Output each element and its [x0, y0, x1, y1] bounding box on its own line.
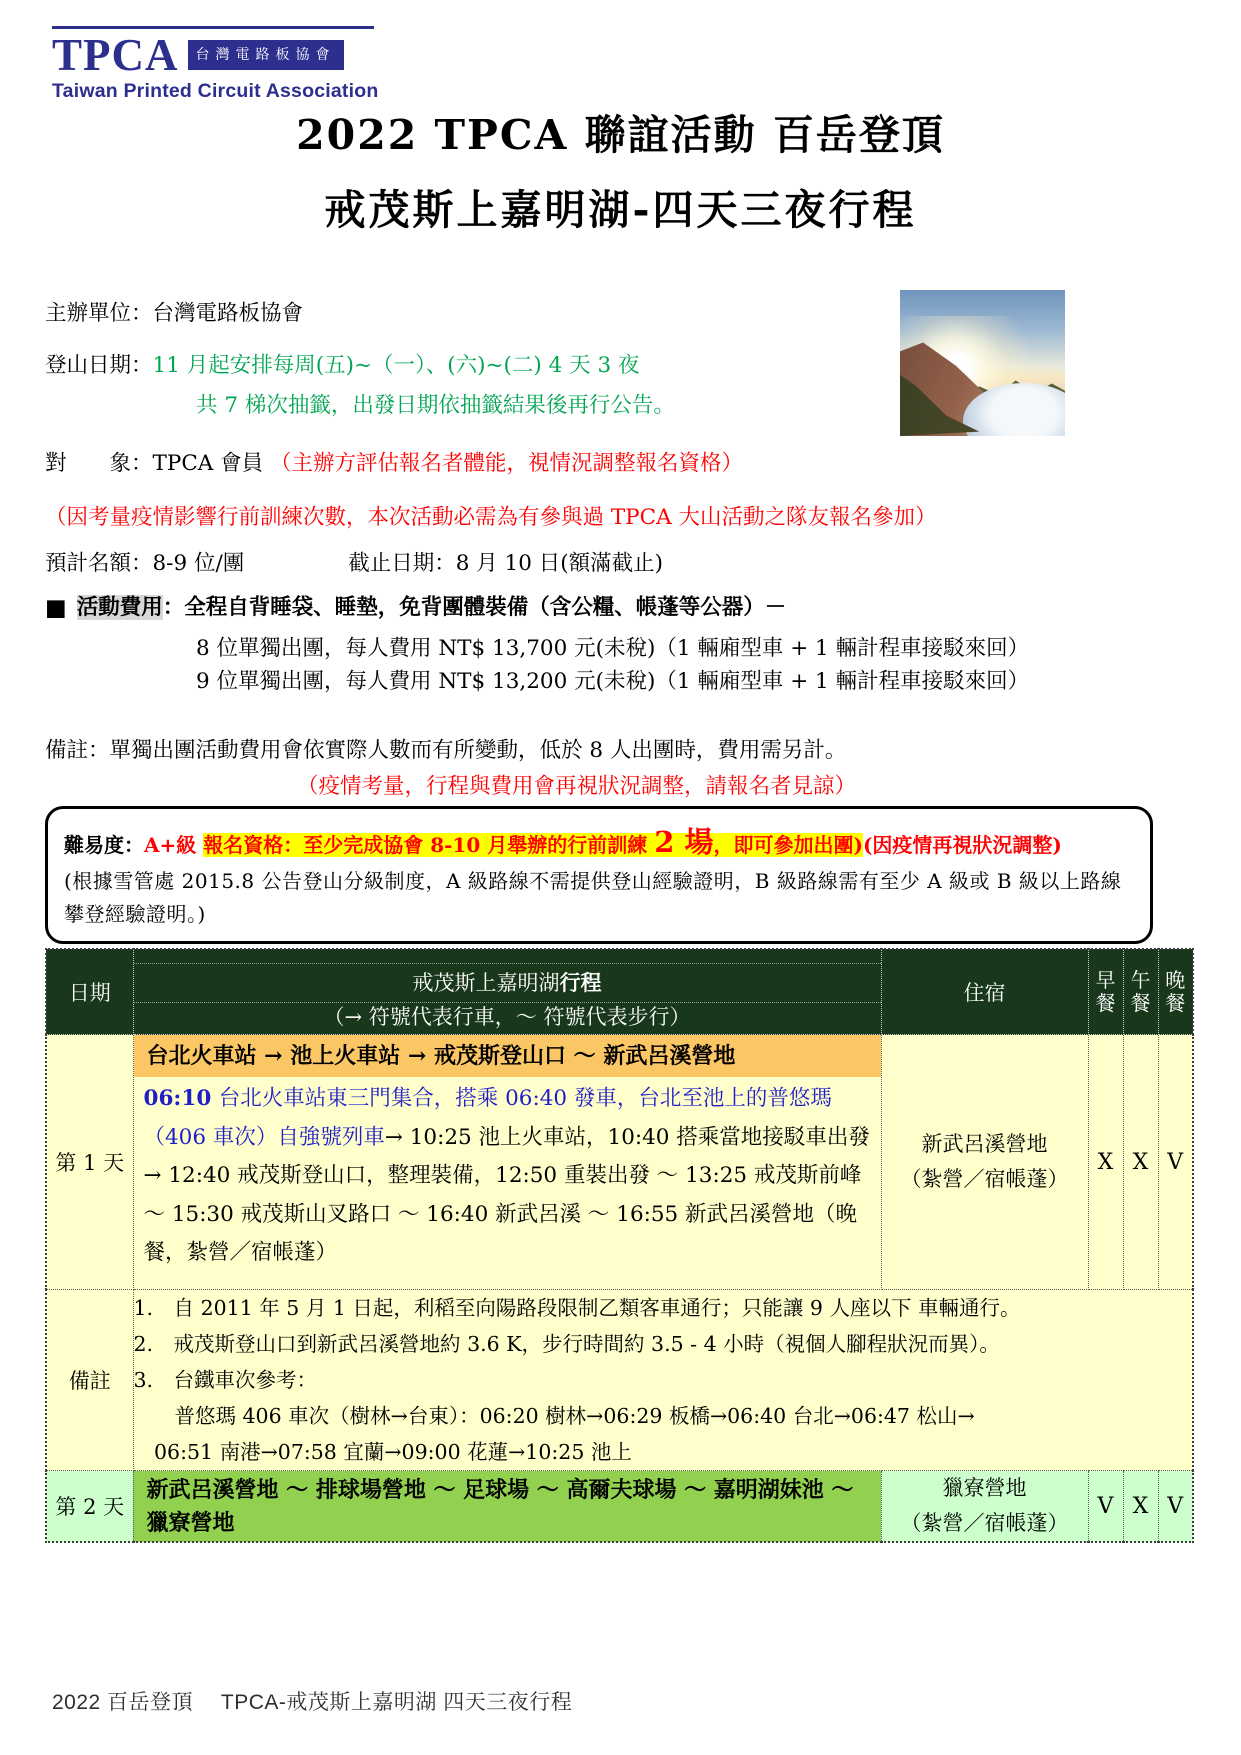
header-dinner: 晚餐 [1158, 949, 1193, 1035]
qualification-highlight [203, 825, 863, 859]
day1-lunch-mark: X [1123, 1035, 1158, 1290]
difficulty-label: 難易度： [64, 833, 144, 857]
grading-note: (根據雪管處 2015.8 公告登山分級制度，A 級路線不需提供登山經驗證明，B 級路線需有至少 A 級或 B 級以上路線攀登經驗證明。) [64, 869, 1122, 926]
day2-itinerary [133, 1471, 881, 1543]
title-line2: 戒茂斯上嘉明湖-四天三夜行程 [324, 186, 917, 234]
jiaming-lake-photo [900, 290, 1065, 436]
day1-stay-line1: 新武呂溪營地 [921, 1132, 1048, 1156]
note-content [133, 1290, 1193, 1471]
day1-detail-blue: 台北火車站東三門集合，搭乘 06:40 發車，台北至池上的普悠瑪（406 車次）自強號列車 [143, 1086, 832, 1150]
header-date: 日期 [46, 949, 133, 1035]
qualification-text: 報名資格：至少完成協會 8-10 月舉辦的行前訓練 [203, 833, 655, 857]
day2-dinner-mark: V [1158, 1471, 1193, 1543]
note-row [46, 1290, 1193, 1471]
header-itinerary-subtitle: （→ 符號代表行車，～ 符號代表步行） [134, 1002, 881, 1034]
day1-label: 第 1 天 [46, 1035, 133, 1290]
date-line [45, 348, 640, 379]
target-line [45, 446, 743, 477]
day2-breakfast-mark: V [1088, 1471, 1123, 1543]
quota-line [45, 546, 663, 577]
target-note: （主辦方評估報名者體能，視情況調整報名資格） [269, 451, 743, 476]
day1-detail-black: → 10:25 池上火車站，10:40 搭乘當地接駁車出發 → 12:40 戒茂斯登山口，整理裝備，12:50 重裝出發 ～ 13:25 戒茂斯前峰 ～ 15:30 戒茂斯山叉路口 ～ 16:40 新武呂溪 ～ 16:55 新武呂溪營地（晚餐，紮營／宿帳蓬） [143, 1124, 870, 1265]
target-label: 對 象： [45, 451, 153, 476]
date-label: 登山日期： [45, 353, 153, 378]
day1-row [46, 1035, 1193, 1290]
black-square-bullet: ■ [45, 594, 67, 621]
page-title [0, 102, 1241, 236]
page-footer: 2022 百岳登頂 TPCA-戒茂斯上嘉明湖 四天三夜行程 [52, 1691, 573, 1714]
organizer-value: 台灣電路板協會 [152, 301, 304, 326]
qualification-text-end: ，即可參加出團) [713, 833, 863, 857]
day1-stay [881, 1035, 1088, 1290]
logo-top-rule [52, 26, 374, 29]
table-header-row [46, 949, 1193, 1035]
note-line-5: 06:51 南港→07:58 宜蘭→09:00 花蓮→10:25 池上 [133, 1440, 632, 1464]
logo-chinese-box: 台灣電路板協會 [188, 40, 344, 70]
day2-stay [881, 1471, 1088, 1543]
logo-english-name: Taiwan Printed Circuit Association [52, 79, 379, 102]
header-itinerary-title-bold: 行程 [559, 970, 602, 995]
organizer-line [45, 296, 303, 327]
covid-note-line: （因考量疫情影響行前訓練次數，本次活動必需為有參與過 TPCA 大山活動之隊友報名參加） [45, 505, 937, 530]
header-itinerary-title-text: 戒茂斯上嘉明湖 [412, 971, 560, 995]
difficulty-line [64, 820, 1136, 861]
header-itinerary [133, 949, 881, 1035]
day1-start-time: 06:10 [143, 1086, 219, 1111]
organizer-label: 主辦單位： [45, 301, 153, 326]
day2-lunch-mark: X [1123, 1471, 1158, 1543]
note-label: 備註 [46, 1290, 133, 1471]
difficulty-box [45, 806, 1153, 944]
deadline-value: 截止日期：8 月 10 日(額滿截止) [348, 551, 664, 576]
header-itinerary-title [134, 964, 881, 1002]
fee-option-8: 8 位單獨出團，每人費用 NT$ 13,700 元(未稅)（1 輛廂型車 + 1 輛計程車接駁來回） [196, 636, 1030, 661]
quota-value: 預計名額：8-9 位/團 [45, 551, 245, 576]
day2-stay-line2: （紮營／宿帳蓬） [900, 1511, 1069, 1535]
itinerary-table [45, 948, 1194, 1543]
fee-label: 活動費用 [76, 595, 163, 620]
fee-line [45, 590, 786, 621]
day1-stay-line2: （紮營／宿帳蓬） [900, 1167, 1069, 1191]
date-value: 11 月起安排每周(五)~（一）、(六)~(二) 4 天 3 夜 [152, 353, 640, 378]
fee-option-9: 9 位單獨出團，每人費用 NT$ 13,200 元(未稅)（1 輛廂型車 + 1 輛計程車接駁來回） [196, 669, 1030, 694]
title-line1: 2022 TPCA 聯誼活動 百岳登頂 [296, 111, 945, 159]
remark-red-line: （疫情考量，行程與費用會再視狀況調整，請報名者見諒） [297, 774, 857, 799]
remark-line: 備註：單獨出團活動費用會依實際人數而有所變動，低於 8 人出團時，費用需另計。 [45, 738, 847, 763]
day1-detail [134, 1077, 881, 1277]
day2-label: 第 2 天 [46, 1471, 133, 1543]
note-line-4: 普悠瑪 406 車次（樹林→台東）：06:20 樹林→06:29 板橋→06:40 台北→06:47 松山→ [133, 1404, 975, 1428]
target-value: TPCA 會員 [152, 451, 270, 476]
day2-stay-line1: 獵寮營地 [942, 1476, 1027, 1500]
day2-headline: 新武呂溪營地 ～ 排球場營地 ～ 足球場 ～ 高爾夫球場 ～ 嘉明湖妹池 ～ 獵寮營地 [146, 1477, 854, 1536]
day2-row [46, 1471, 1193, 1543]
tpca-logo [52, 26, 379, 103]
note-line-3: 3. 台鐵車次參考： [133, 1368, 318, 1392]
note-line-1: 1. 自 2011 年 5 月 1 日起，利稻至向陽路段限制乙類客車通行；只能讓 9 人座以下 車輛通行。 [133, 1296, 1021, 1320]
difficulty-grade: A+級 [144, 833, 204, 857]
header-separator [134, 950, 881, 964]
note-line-2: 2. 戒茂斯登山口到新武呂溪營地約 3.6 K，步行時間約 3.5 - 4 小時（視個人腳程狀況而異）。 [133, 1332, 1000, 1356]
day1-dinner-mark: V [1158, 1035, 1193, 1290]
header-stay: 住宿 [881, 949, 1088, 1035]
header-breakfast: 早餐 [1088, 949, 1123, 1035]
qualification-count: 2 場 [654, 825, 714, 859]
day1-itinerary [133, 1035, 881, 1290]
difficulty-tail: (因疫情再視狀況調整) [862, 833, 1062, 857]
day1-headline: 台北火車站 → 池上火車站 → 戒茂斯登山口 ～ 新武呂溪營地 [134, 1035, 881, 1077]
date-line2: 共 7 梯次抽籤，出發日期依抽籤結果後再行公告。 [196, 393, 675, 418]
fee-rest: ：全程自背睡袋、睡墊，免背團體裝備（含公糧、帳蓬等公器）－ [162, 595, 787, 620]
logo-acronym: TPCA [52, 30, 179, 80]
day1-breakfast-mark: X [1088, 1035, 1123, 1290]
header-lunch: 午餐 [1123, 949, 1158, 1035]
